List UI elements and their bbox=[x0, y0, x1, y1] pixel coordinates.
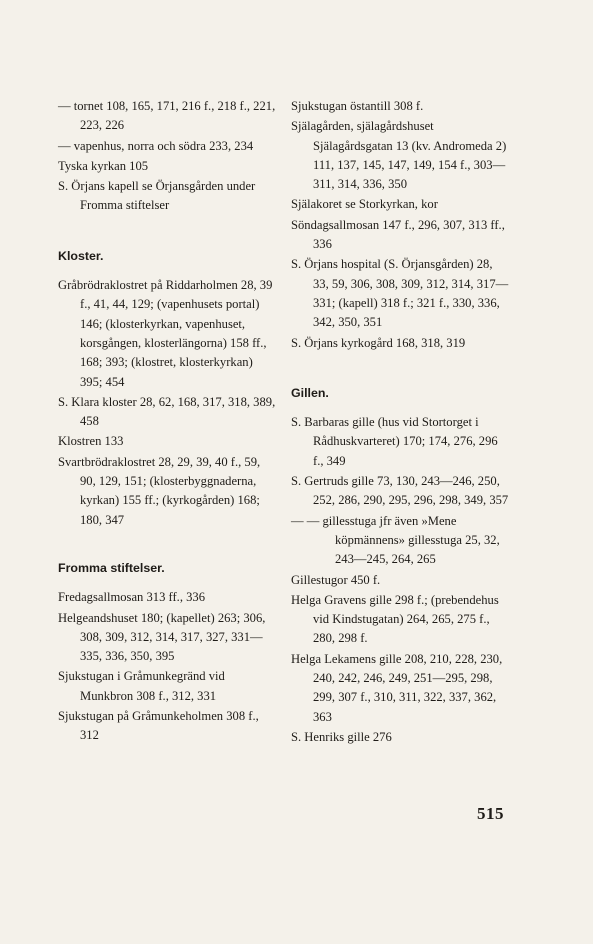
index-entry-klara-kloster: S. Klara kloster 28, 62, 168, 317, 318, 389, 458 bbox=[58, 394, 276, 429]
index-entry-helga-lekamens-gille: Helga Lekamens gille 208, 210, 228, 230, 240, 242, 246, 249, 251—295, 298, 299, 307 f., 310, 311, 322, 337, 362, 363 bbox=[291, 651, 503, 724]
index-entry-sjalagarden: Själagården, själagårdshuset Själagårdsgatan 13 (kv. Andromeda 2) 111, 137, 145, 147, 149, 154 f., 303—311, 314, 336, 350 bbox=[291, 119, 507, 192]
index-entry-fredagsallmosan: Fredagsallmosan 313 ff., 336 bbox=[58, 590, 206, 605]
index-entry-klostren: Klostren 133 bbox=[58, 434, 124, 449]
index-entry-orjans-kyrkogard: S. Örjans kyrkogård 168, 318, 319 bbox=[291, 335, 466, 350]
section-heading-kloster: Kloster. bbox=[58, 248, 104, 263]
index-entry-gillesstuga: — — gillesstuga jfr även »Mene köpmännens» gillesstuga 25, 32, 243—245, 264, 265 bbox=[291, 513, 500, 567]
index-entry-svartbrodraklostret: Svartbrödraklostret 28, 29, 39, 40 f., 59, 90, 129, 151; (klosterbyggnaderna, kyrkan) 155 ff.; (kyrkogården) 168; 180, 347 bbox=[58, 454, 261, 527]
left-column bbox=[58, 97, 276, 747]
index-entry-tyska-kyrkan: Tyska kyrkan 105 bbox=[58, 158, 149, 173]
index-entry-orjans-kapell: S. Örjans kapell se Örjansgården under Fromma stiftelser bbox=[58, 179, 256, 213]
index-entry-gillestugor: Gillestugor 450 f. bbox=[291, 572, 381, 587]
index-entry-henriks-gille: S. Henriks gille 276 bbox=[291, 729, 392, 744]
index-entry-sondagsallmosan: Söndagsallmosan 147 f., 296, 307, 313 ff., 336 bbox=[291, 217, 505, 252]
index-entry-gertruds-gille: S. Gertruds gille 73, 130, 243—246, 250, 252, 286, 290, 295, 296, 298, 349, 357 bbox=[291, 474, 509, 508]
index-entry-orjans-hospital: S. Örjans hospital (S. Örjansgården) 28, 33, 59, 306, 308, 309, 312, 314, 317—331; (kapell) 318 f.; 321 f., 330, 336, 342, 350, 351 bbox=[291, 257, 509, 330]
index-entry-sjukstugan-holmen: Sjukstugan på Gråmunkeholmen 308 f., 312 bbox=[58, 709, 259, 743]
page-number: 515 bbox=[477, 804, 504, 823]
right-column bbox=[291, 97, 511, 748]
index-entry-grabrodraklostret: Gråbrödraklostret på Riddarholmen 28, 39 f., 41, 44, 129; (vapenhusets portal) 146; (klosterkyrkan, vapenhuset, korsgången, klosterlängorna) 158 ff., 168; 393; (klostret, klosterkyrkan) 395; 454 bbox=[58, 278, 273, 389]
index-entry-barbaras-gille: S. Barbaras gille (hus vid Stortorget i Rådhuskvarteret) 170; 174, 276, 296 f., 349 bbox=[291, 415, 498, 468]
index-entry-tornet: — tornet 108, 165, 171, 216 f., 218 f., 221, 223, 226 bbox=[58, 99, 276, 133]
section-heading-fromma-stiftelser: Fromma stiftelser. bbox=[58, 560, 165, 575]
index-entry-helgeandshuset: Helgeandshuset 180; (kapellet) 263; 306, 308, 309, 312, 314, 317, 327, 331—335, 336, 350, 395 bbox=[58, 610, 266, 664]
index-entry-vapenhus: — vapenhus, norra och södra 233, 234 bbox=[58, 138, 254, 153]
index-entry-sjalakoret: Själakoret se Storkyrkan, kor bbox=[291, 197, 438, 212]
index-entry-sjukstugan-munkbron: Sjukstugan i Gråmunkegränd vid Munkbron 308 f., 312, 331 bbox=[58, 669, 225, 703]
index-entry-sjukstugan-ostantill: Sjukstugan östantill 308 f. bbox=[291, 99, 424, 113]
index-entry-helga-gravens-gille: Helga Gravens gille 298 f.; (prebendehus vid Kindstugatan) 264, 265, 275 f., 280, 298 f. bbox=[291, 592, 499, 646]
section-heading-gillen: Gillen. bbox=[291, 385, 329, 400]
